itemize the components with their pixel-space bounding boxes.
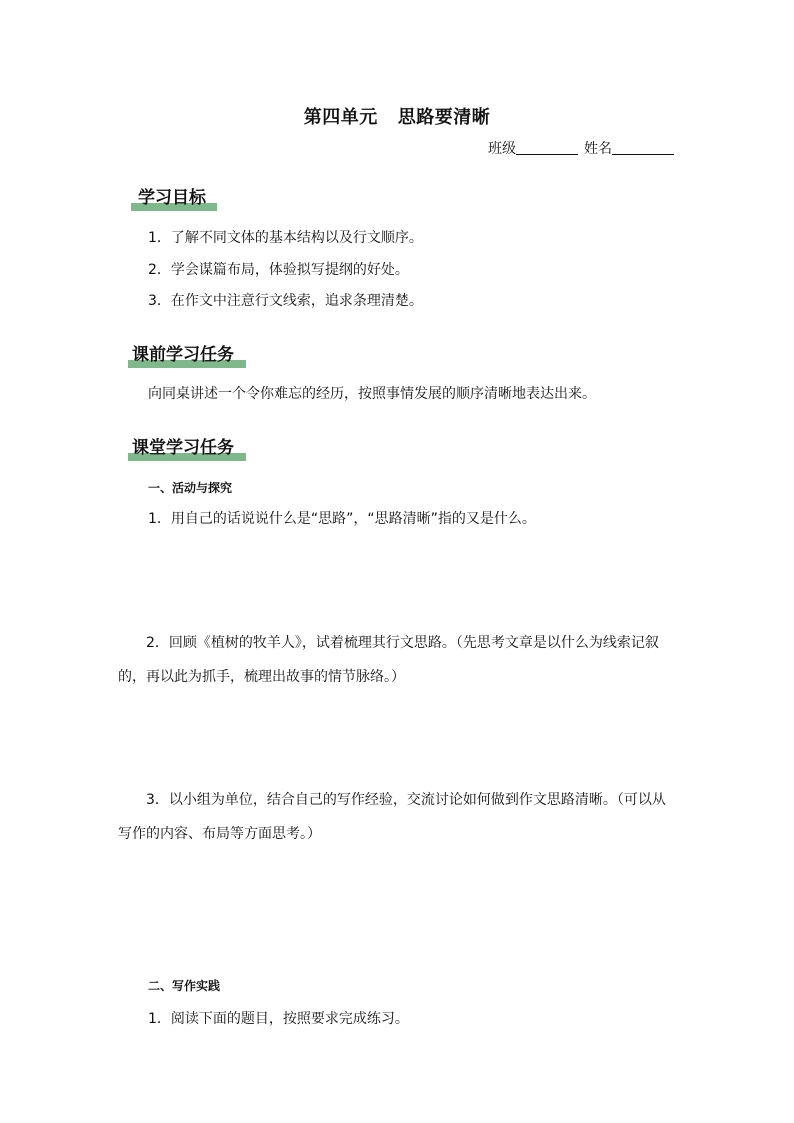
student-info-line — [488, 138, 674, 158]
goal-item-2: 2．学会谋篇布局，体验拟写提纲的好处。 — [148, 262, 409, 278]
goal-item-1: 1．了解不同文体的基本结构以及行文顺序。 — [148, 230, 423, 246]
goal-item-3: 3．在作文中注意行文线索，追求条理清楚。 — [148, 293, 423, 309]
name-label: 姓名 — [584, 141, 612, 157]
question-2: 2．回顾《植树的牧羊人》，试着梳理其行文思路。（先思考文章是以什么为线索记叙的，再以此为抓手，梳理出故事的情节脉络。） — [118, 635, 659, 685]
unit-label: 第四单元 — [303, 107, 378, 128]
class-label: 班级 — [488, 141, 516, 157]
inclass-heading — [128, 433, 246, 463]
preclass-task-text: 向同桌讲述一个令你难忘的经历，按照事情发展的顺序清晰地表达出来。 — [148, 386, 596, 402]
goals-heading — [131, 183, 217, 213]
practice-subheading: 二、写作实践 — [148, 979, 221, 993]
question-1: 1．用自己的话说说什么是“思路”，“思路清晰”指的又是什么。 — [148, 511, 536, 527]
page-title — [0, 103, 794, 129]
practice-item-1: 1．阅读下面的题目，按照要求完成练习。 — [148, 1011, 409, 1027]
topic-label: 思路要清晰 — [397, 107, 491, 128]
name-blank[interactable] — [612, 140, 674, 155]
class-blank[interactable] — [516, 140, 578, 155]
goals-heading-label: 学习目标 — [138, 188, 206, 208]
question-3: 3．以小组为单位，结合自己的写作经验，交流讨论如何做到作文思路清晰。（可以从写作的内容、布局等方面思考。） — [118, 792, 666, 842]
preclass-heading — [128, 340, 246, 370]
preclass-heading-label: 课前学习任务 — [132, 345, 234, 365]
inclass-heading-label: 课堂学习任务 — [132, 438, 234, 458]
activity-subheading: 一、活动与探究 — [148, 481, 233, 495]
